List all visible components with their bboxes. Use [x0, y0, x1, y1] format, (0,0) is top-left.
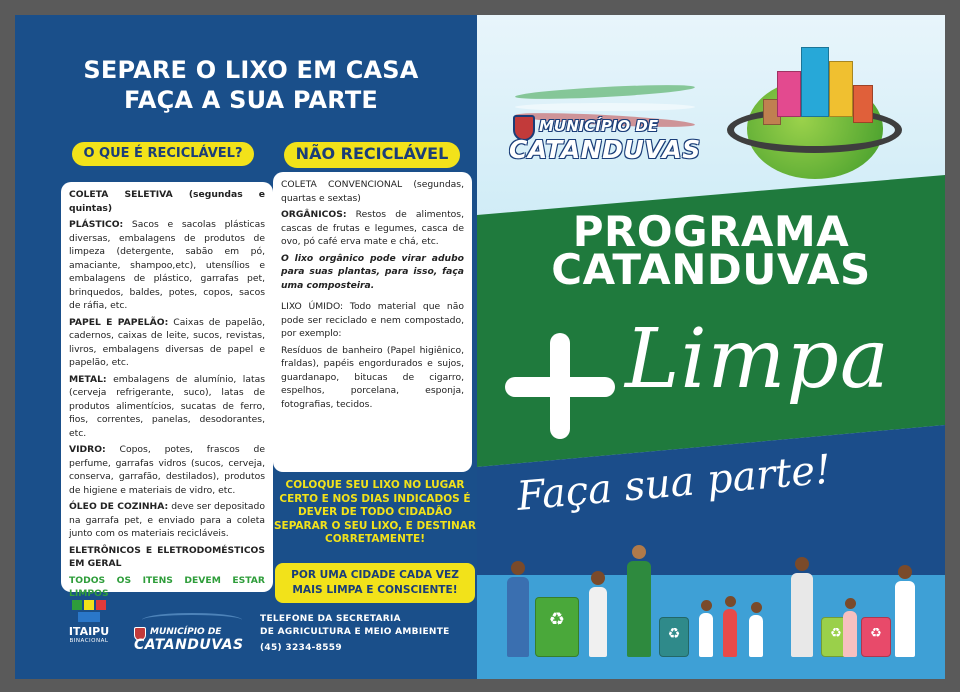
oleo-text: deve ser depositado na garrafa pet, e enviado para a coleta junto com os materiais recicláveis.: [69, 501, 265, 539]
person-figure: [627, 545, 651, 657]
phone-block: [260, 613, 460, 655]
left-title: [15, 55, 477, 115]
papel-label: PAPEL E PAPELÃO:: [69, 316, 169, 328]
cidade-limpa-box: POR UMA CIDADE CADA VEZ MAIS LIMPA E CONSCIENTE!: [275, 563, 475, 603]
phone-number: (45) 3234-8559: [260, 643, 342, 653]
plus-icon: [505, 333, 625, 443]
city-globe-icon: [727, 41, 902, 191]
municipio-l1: MUNICÍPIO DE: [539, 117, 659, 135]
oleo-label: ÓLEO DE COZINHA:: [69, 501, 169, 512]
person-figure: [507, 561, 529, 657]
recycle-icon: ♻: [548, 609, 566, 630]
limpa-text: Limpa: [625, 312, 890, 407]
yellow-message: COLOQUE SEU LIXO NO LUGAR CERTO E NOS DIAS INDICADOS É DEVER DE TODO CIDADÃO SEPARAR O SEU LIXO, E DESTINAR CORRETAMENTE!: [273, 479, 477, 545]
coleta-seletiva: COLETA SELETIVA (segundas e quintas): [69, 189, 265, 214]
itaipu-name: ITAIPU: [68, 625, 110, 638]
recyclable-pill: O QUE É RECICLÁVEL?: [72, 142, 254, 166]
papel-text: Caixas de papelão, cadernos, caixas de leite, sucos, revistas, livros, embalagens diversas de papel e papelão, etc.: [69, 316, 265, 368]
recycling-bin-icon: [861, 617, 891, 657]
organicos-note: O lixo orgânico pode virar adubo para suas plantas, para isso, faça uma composteira.: [281, 252, 464, 291]
municipio-small-l2: CATANDUVAS: [134, 637, 244, 653]
recycling-bin-icon: [659, 617, 689, 657]
non-recyclable-card: [273, 172, 472, 472]
vidro-label: VIDRO:: [69, 444, 106, 455]
program-line-2: CATANDUVAS: [551, 245, 871, 294]
municipio-logo-small: [130, 613, 258, 661]
non-recyclable-pill: NÃO RECICLÁVEL: [284, 142, 460, 168]
organicos-label: ORGÂNICOS:: [281, 209, 347, 220]
person-figure: [589, 571, 607, 657]
plastico-text: Sacos e sacolas plásticas diversas, embalagens de produtos de limpeza (detergente, sabão em pó, amaciante, shampoo,etc), utensílios e embalagens de plástico, garrafas pet, brinquedos, baldes, potes, copos, sacos de ráfia, etc.: [69, 219, 266, 311]
child-figure: [699, 600, 713, 657]
title-line-2: FAÇA A SUA PARTE: [124, 86, 378, 114]
person-figure: [791, 557, 813, 657]
plastico-label: PLÁSTICO:: [69, 219, 124, 230]
right-panel: [477, 15, 945, 679]
umido-text: Todo material que não pode ser reciclado e nem compostado, por exemplo:: [281, 301, 464, 339]
municipio-logo: [505, 79, 705, 179]
child-figure: [749, 602, 763, 657]
people-illustration: [503, 523, 933, 667]
recycle-icon: ♻: [870, 626, 882, 641]
recycling-bin-icon: [535, 597, 579, 657]
organicos-text: Restos de alimentos, cascas de frutas e legumes, casca de ovo, pó café erva mate e chá, etc.: [281, 209, 464, 247]
itaipu-logo-icon: [59, 600, 119, 658]
itaipu-sub: BINACIONAL: [69, 638, 109, 644]
vidro-text: Copos, potes, frascos de perfume, garrafas vidros (sucos, cerveja, conserva, garrafão, destilados), produtos de higiene e materiais de vidro, etc.: [69, 444, 265, 496]
phone-line-1: TELEFONE DA SECRETARIA: [260, 614, 401, 624]
eletronicos-text: ELETRÔNICOS E ELETRODOMÉSTICOS EM GERAL: [69, 544, 265, 569]
person-figure: [895, 565, 915, 657]
child-figure: [843, 598, 857, 657]
faca-sua-parte: Faça sua parte!: [514, 446, 833, 520]
municipio-small-l1: MUNICÍPIO DE: [150, 627, 222, 637]
recyclable-card: [61, 182, 273, 599]
phone-line-2: DE AGRICULTURA E MEIO AMBIENTE: [260, 627, 450, 637]
metal-text: embalagens de alumínio, latas (cerveja refrigerante, suco), latas de produtos alimentícios, sucatas de ferro, fios, correntes, panelas, desodorantes, etc.: [69, 373, 265, 439]
left-panel: [15, 15, 477, 679]
program-line-1: PROGRAMA: [572, 207, 850, 256]
program-title: [477, 207, 945, 294]
title-line-1: SEPARE O LIXO EM CASA: [83, 56, 419, 84]
municipio-l2: CATANDUVAS: [509, 135, 701, 164]
recycle-icon: ♻: [830, 626, 842, 641]
recycle-icon: ♻: [667, 626, 681, 642]
umido-examples: Resíduos de banheiro (Papel higiênico, fraldas), papéis engordurados e sujos, guardanapo, bitucas de cigarro, espelhos, porcelana, esponja, fotografias, tecidos.: [281, 344, 464, 410]
coleta-convencional: COLETA CONVENCIONAL (segundas, quartas e sextas): [281, 179, 464, 204]
umido-label: LIXO ÚMIDO:: [281, 301, 344, 312]
metal-label: METAL:: [69, 373, 107, 385]
child-figure: [723, 596, 737, 657]
todos-limpos-text: TODOS OS ITENS DEVEM ESTAR LIMPOS: [69, 574, 265, 599]
